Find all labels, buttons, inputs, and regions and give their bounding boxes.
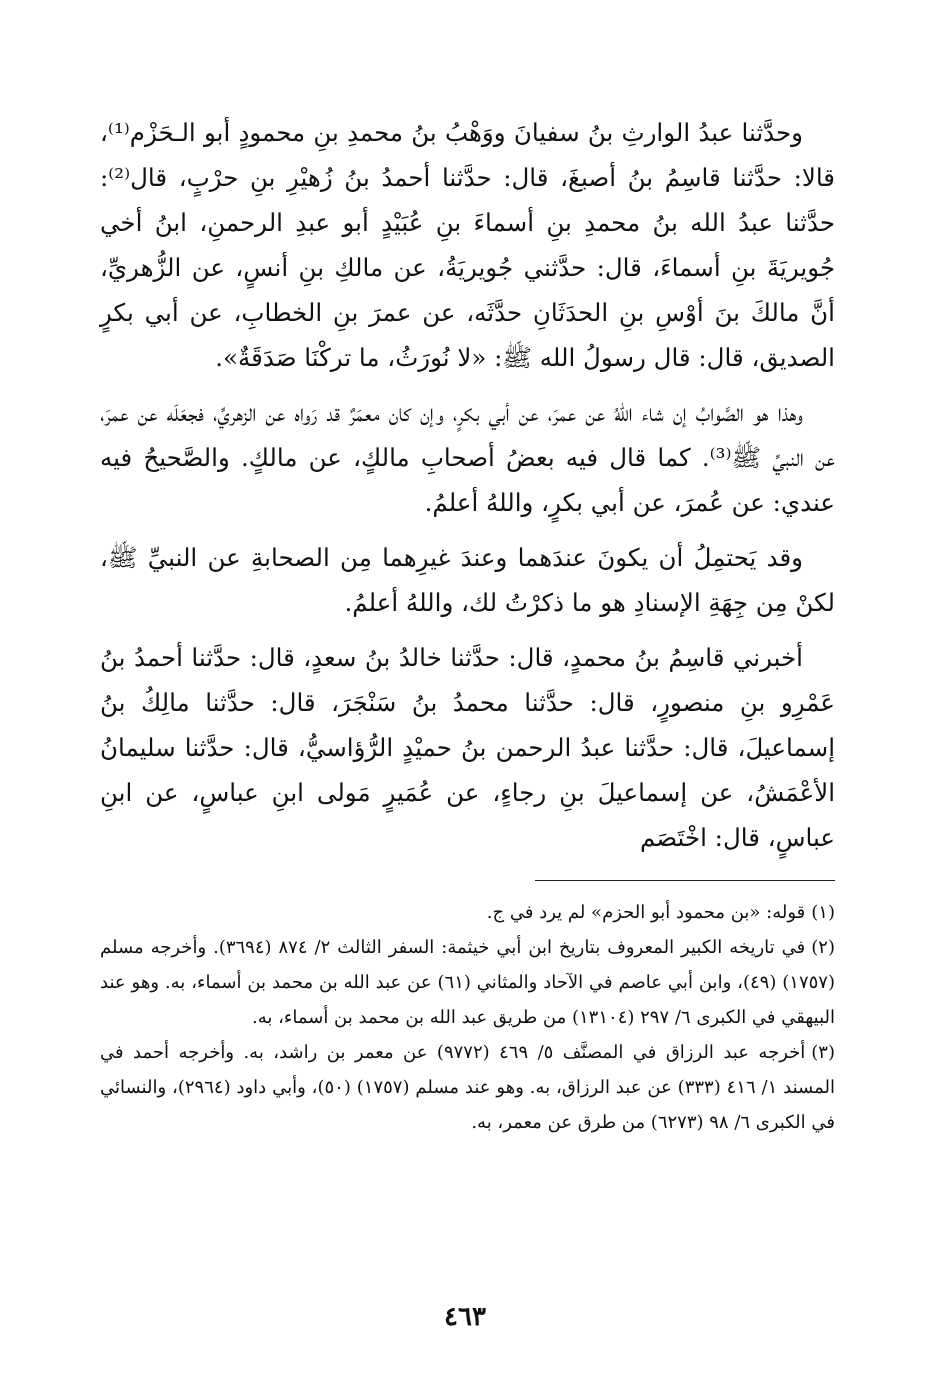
footnote-number: (٢) [811,937,835,958]
footnote-number: (١) [811,902,835,923]
footnote-3 [100,1035,835,1140]
page-body [100,110,835,1140]
page-number: ٤٦٣ [444,1302,486,1332]
body-paragraph-1: وحدَّثنا عبدُ الوارثِ بنُ سفيانَ ووَهْبُ بنُ محمدِ بنِ محمودٍ أبو الـحَزْم⁽¹⁾، قالا: حدَّثنا قاسِمُ بنُ أصبغَ، قال: حدَّثنا أحمدُ بنُ زُهيْرِ بنِ حرْبٍ، قال⁽²⁾: حدَّثنا عبدُ الله بنُ محمدِ بنِ أسماءَ بنِ عُبَيْدٍ أبو عبدِ الرحمنِ، ابنُ أخي جُويريَةَ بنِ أسماءَ، قال: حدَّثني جُويريَةُ، عن مالكِ بنِ أنسٍ، عن الزُّهريِّ، أنَّ مالكَ بنَ أوْسِ بنِ الحدَثَانِ حدَّثَه، عن عمرَ بنِ الخطابِ، عن أبي بكرٍ الصديق، قال: قال رسولُ الله ﷺ: «لا نُورَثُ، ما تركْنَا صَدَقَةٌ». [100,118,835,372]
footnote-2 [100,930,835,1035]
footnote-1 [100,895,835,930]
footnote-text: قوله: «بن محمود أبو الحزم» لم يرد في ج. [486,902,806,923]
body-paragraph-4: أخبرني قاسِمُ بنُ محمدٍ، قال: حدَّثنا خالدُ بنُ سعدٍ، قال: حدَّثنا أحمدُ بنُ عَمْرِو بنِ منصورٍ، قال: حدَّثنا محمدُ بنُ سَنْجَرَ، قال: حدَّثنا مالِكُ بنُ إسماعيلَ، قال: حدَّثنا عبدُ الرحمن بنُ حميْدٍ الرُّؤاسيُّ، قال: حدَّثنا سليمانُ الأعْمَشُ، عن إسماعيلَ بنِ رجاءٍ، عن عُمَيرٍ مَولى ابنِ عباسٍ، عن ابنِ عباسٍ، قال: اخْتَصَم [100,643,835,852]
footnote-text: في تاريخه الكبير المعروف بتاريخ ابن أبي خيثمة: السفر الثالث ٢/ ٨٧٤ (٣٦٩٤). وأخرجه مسلم (١٧٥٧) (٤٩)، وابن أبي عاصم في الآحاد والمثاني (٦١) عن عبد الله بن محمد بن أسماء، به. وهو عند البيهقي في الكبرى ٦/ ٢٩٧ (١٣١٠٤) من طريق عبد الله بن محمد بن أسماء، به. [100,937,835,1028]
footnote-text: أخرجه عبد الرزاق في المصنَّف ٥/ ٤٦٩ (٩٧٧٢) عن معمر بن راشد، به. وأخرجه أحمد في المسند ١/ ٤١٦ (٣٣٣) عن عبد الرزاق، به. وهو عند مسلم (١٧٥٧) (٥٠)، وأبي داود (٢٩٦٤)، والنسائي في الكبرى ٦/ ٩٨ (٦٢٧٣) من طرق عن معمر، به. [100,1042,835,1133]
footnote-number: (٣) [811,1042,835,1063]
body-paragraph-2: وهذا هو الصَّوابُ إن شاء اللهُ عن عمرَ، عن أبي بكرٍ، وإن كان معمَرٌ قد رَواه عن الزهريِّ، فجعَلَه عن عمرَ، عن النبيِّ ﷺ⁽³⁾. كما قال فيه بعضُ أصحابِ مالكٍ، عن مالكٍ. والصَّحيحُ فيه عندي: عن عُمرَ، عن أبي بكرٍ، واللهُ أعلمُ. [100,398,836,517]
footnotes [100,895,835,1140]
footnote-divider [535,880,835,881]
body-paragraph-3: وقد يَحتمِلُ أن يكونَ عندَهما وعندَ غيرِهما مِن الصحابةِ عن النبيِّ ﷺ، لكنْ مِن جِهَةِ الإسنادِ هو ما ذكرْتُ لك، واللهُ أعلمُ. [100,543,835,617]
